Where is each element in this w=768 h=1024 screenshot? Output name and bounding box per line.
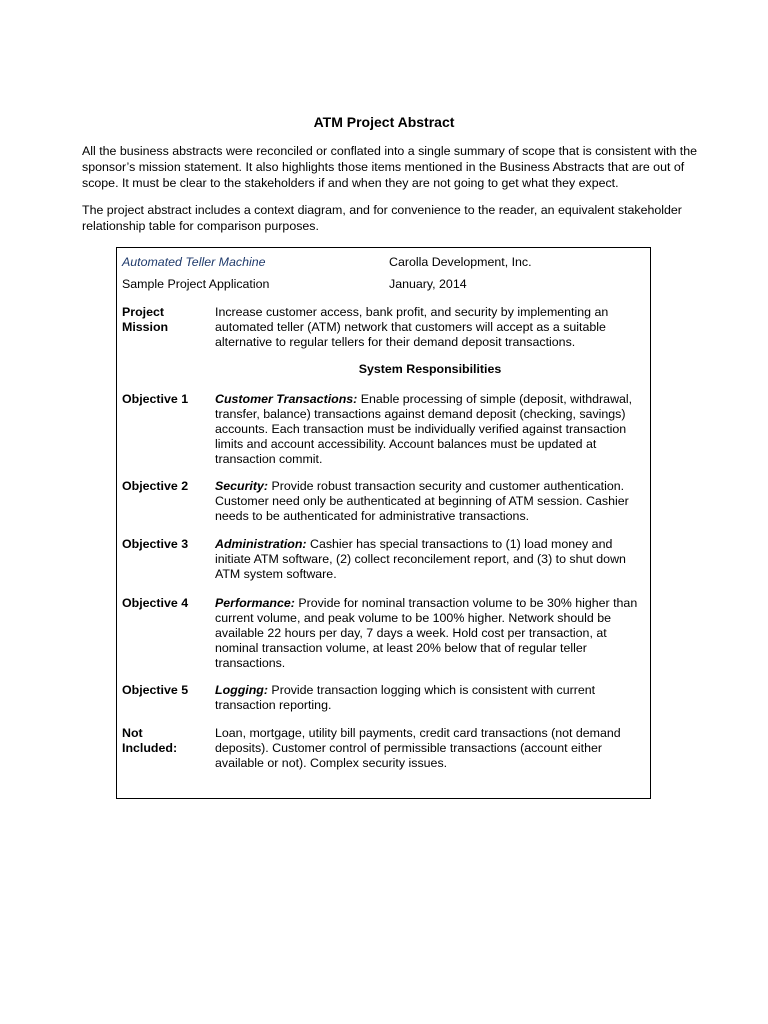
objective-1-text: [215, 392, 645, 467]
company-name: Carolla Development, Inc.: [389, 255, 532, 269]
objective-2-text: [215, 479, 645, 524]
objective-5-body: Provide transaction logging which is consistent with current transaction reporting.: [215, 683, 596, 712]
mission-text: Increase customer access, bank profit, and security by implementing an automated teller (ATM) network that customers will accept as a suitable alternative to regular tellers for their demand deposit transactions.: [215, 305, 609, 349]
not-included-text: Loan, mortgage, utility bill payments, credit card transactions (not demand deposits). Customer control of permissible transactions (account either available or not). Complex security issues.: [215, 726, 621, 770]
mission-label: Project Mission: [122, 305, 169, 334]
objective-3-body: Cashier has special transactions to (1) load money and initiate ATM software, (2) collect reconcilement report, and (3) to shut down ATM system software.: [215, 537, 626, 581]
project-name: Automated Teller Machine: [122, 255, 266, 269]
objective-4-label: Objective 4: [122, 596, 189, 610]
objective-2-lead: Security:: [215, 479, 269, 493]
objective-5-lead: Logging:: [215, 683, 268, 697]
objective-5-label: Objective 5: [122, 683, 189, 697]
objective-2-body: Provide robust transaction security and customer authentication. Customer need only be authenticated at beginning of ATM session. Cashier needs to be authenticated for administrative transactions.: [215, 479, 629, 523]
project-date: January, 2014: [389, 277, 467, 291]
objective-3-label: Objective 3: [122, 537, 189, 551]
objective-3-lead: Administration:: [215, 537, 307, 551]
intro-paragraph-2: The project abstract includes a context diagram, and for convenience to the reader, an equivalent stakeholder relationship table for comparison purposes.: [82, 203, 682, 233]
objective-3-text: [215, 537, 645, 582]
intro-paragraph-1: All the business abstracts were reconciled or conflated into a single summary of scope that is consistent with the sponsor’s mission statement. It also highlights those items mentioned in the Business Abstracts that are out of scope. It must be clear to the stakeholders if and when they are not going to get what they expect.: [82, 144, 698, 190]
objective-1-body: Enable processing of simple (deposit, withdrawal, transfer, balance) transactions against demand deposit (checking, savings) accounts. Each transaction must be individually verified against transaction limits and account accessibility. Account balances must be updated at transaction commit.: [215, 392, 633, 466]
not-included-label: Not Included:: [122, 726, 178, 755]
objective-1-lead: Customer Transactions:: [215, 392, 358, 406]
page-title: ATM Project Abstract: [313, 114, 455, 130]
project-subtitle: Sample Project Application: [122, 277, 270, 291]
objective-4-lead: Performance:: [215, 596, 295, 610]
section-heading: System Responsibilities: [358, 362, 502, 376]
objective-1-label: Objective 1: [122, 392, 189, 406]
objective-4-body: Provide for nominal transaction volume to be 30% higher than current volume, and peak volume to be 100% higher. Network should be available 22 hours per day, 7 days a week. Hold cost per transaction, at nominal transaction volume, at least 20% below that of regular teller transactions.: [215, 596, 638, 670]
project-abstract-table: [116, 247, 651, 799]
objective-4-text: [215, 596, 645, 671]
objective-2-label: Objective 2: [122, 479, 189, 493]
objective-5-text: [215, 683, 645, 713]
